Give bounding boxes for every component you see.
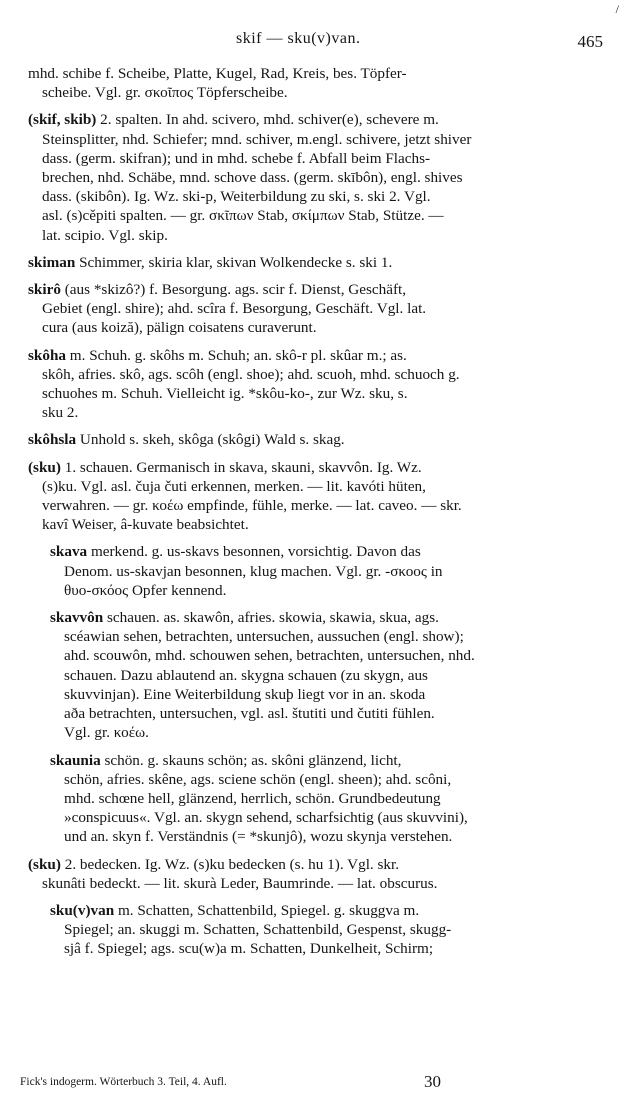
entry-line [50, 704, 602, 723]
entry-text: asl. (s)cěpiti spalten. — gr. σκῖπων Stab, σκίμπων Stab, Stütze. — [42, 207, 444, 225]
footer-note: Fick's indogerm. Wörterbuch 3. Teil, 4. Aufl. [20, 1076, 227, 1088]
entry-lemma: skavvôn [50, 609, 104, 627]
dictionary-entry [28, 346, 602, 423]
entry-text: dass. (skibôn). Ig. Wz. ski-p, Weiterbildung zu ski, s. ski 2. Vgl. [42, 188, 431, 206]
entry-lemma: skaunia [50, 751, 101, 769]
entry-text: schuohes m. Schuh. Vielleicht ig. *skôu-ko-, zur Wz. sku, s. [42, 385, 408, 403]
entry-text: θυο-σκόος Opfer kennend. [64, 581, 227, 599]
entry-line [28, 403, 602, 422]
entry-lemma: skôha [28, 346, 66, 364]
dictionary-entry [50, 542, 602, 600]
entry-lemma: (sku) [28, 855, 61, 873]
entry-text: Steinsplitter, nhd. Schiefer; mnd. schiver, m.engl. schivere, jetzt shiver [42, 130, 472, 148]
entry-text: brechen, nhd. Schäbe, mnd. schove dass. (germ. skībôn), engl. shives [42, 169, 463, 187]
entry-text: (s)ku. Vgl. asl. čuja čuti erkennen, merken. — lit. kavóti hüten, [42, 477, 426, 495]
entry-text: kavî Weiser, â-kuvate beabsichtet. [42, 516, 249, 534]
entry-line [50, 646, 602, 665]
entry-text: Schimmer, skiria klar, skivan Wolkendecke s. ski 1. [75, 253, 393, 271]
entry-text: 2. bedecken. Ig. Wz. (s)ku bedecken (s. hu 1). Vgl. skr. [60, 855, 400, 873]
entry-line [50, 542, 602, 561]
entry-line [50, 751, 602, 770]
entry-text: schön. g. skauns schön; as. skôni glänzend, licht, [100, 751, 402, 769]
entry-text: Spiegel; an. skuggi m. Schatten, Schattenbild, Gespenst, skugg- [64, 921, 452, 939]
entry-line [28, 187, 602, 206]
entry-line [28, 226, 602, 245]
entry-text: aða betrachten, untersuchen, vgl. asl. štutiti und čutiti fühlen. [64, 705, 435, 723]
entry-lemma: skirô [28, 281, 61, 299]
entry-line [28, 83, 602, 102]
entry-text: lat. scipio. Vgl. skip. [42, 226, 168, 244]
entry-line [50, 685, 602, 704]
entry-text: schauen. Dazu ablautend an. skygna schauen (zu skygn, aus [64, 666, 428, 684]
entry-line [50, 789, 602, 808]
entry-line [28, 280, 602, 299]
entry-line [50, 562, 602, 581]
entry-line [28, 430, 602, 449]
entry-text: (aus *skizô?) f. Besorgung. ags. scir f. Dienst, Geschäft, [60, 281, 407, 299]
entry-line [28, 874, 602, 893]
entry-text: ahd. scouwôn, mhd. schouwen sehen, betrachten, untersuchen, nhd. [64, 647, 475, 665]
entry-text: Gebiet (engl. shire); ahd. scîra f. Besorgung, Geschäft. Vgl. lat. [42, 300, 427, 318]
entry-text: 1. schauen. Germanisch in skava, skauni, skavvôn. Ig. Wz. [60, 458, 422, 476]
entry-line [28, 458, 602, 477]
entry-line [28, 477, 602, 496]
dictionary-body [28, 64, 602, 967]
entry-text: Vgl. gr. κοέω. [64, 724, 149, 742]
entry-text: m. Schatten, Schattenbild, Spiegel. g. skuggva m. [114, 901, 420, 919]
entry-line [50, 939, 602, 958]
entry-text: skôh, afries. skô, ags. scôh (engl. shoe); ahd. scuoh, mhd. schuoch g. [42, 365, 460, 383]
entry-lemma: skiman [28, 253, 76, 271]
dictionary-entry [50, 608, 602, 742]
dictionary-entry [50, 751, 602, 847]
entry-lemma: (sku) [28, 458, 61, 476]
entry-line [50, 770, 602, 789]
dictionary-entry [28, 855, 602, 893]
dictionary-entry [28, 64, 602, 102]
entry-line [28, 515, 602, 534]
entry-line [50, 666, 602, 685]
entry-line [28, 318, 602, 337]
entry-line [50, 581, 602, 600]
entry-line [50, 827, 602, 846]
entry-line [50, 608, 602, 627]
entry-line [28, 346, 602, 365]
dictionary-entry [28, 458, 602, 535]
entry-line [28, 855, 602, 874]
entry-line [28, 299, 602, 318]
entry-text: mhd. schibe f. Scheibe, Platte, Kugel, Rad, Kreis, bes. Töpfer- [28, 65, 407, 82]
entry-text: und an. skyn f. Verständnis (= *skunjô), wozu skynja verstehen. [64, 828, 453, 846]
entry-line [28, 253, 602, 272]
entry-line [28, 168, 602, 187]
entry-line [50, 920, 602, 939]
entry-text: scheibe. Vgl. gr. σκοῖπος Töpferscheibe. [42, 84, 288, 102]
entry-line [50, 808, 602, 827]
signature-mark: 30 [424, 1072, 441, 1091]
dictionary-entry [50, 901, 602, 959]
entry-line [28, 130, 602, 149]
entry-line [28, 64, 602, 83]
entry-text: cura (aus koiză), pälign coisatens curaverunt. [42, 319, 317, 337]
entry-line [50, 723, 602, 742]
entry-line [28, 384, 602, 403]
entry-text: dass. (germ. skifran); und in mhd. schebe f. Abfall beim Flachs- [42, 149, 431, 167]
entry-line [28, 110, 602, 129]
entry-text: scéawian sehen, betrachten, untersuchen, aussuchen (engl. show); [64, 628, 464, 646]
entry-text: 2. spalten. In ahd. scivero, mhd. schiver(e), schevere m. [96, 111, 439, 129]
entry-lemma: skôhsla [28, 431, 77, 449]
dictionary-entry [28, 280, 602, 338]
corner-mark: / [615, 2, 619, 16]
page-header [0, 2, 625, 54]
entry-text: verwahren. — gr. κοέω empfinde, fühle, merke. — lat. caveo. — skr. [42, 497, 462, 515]
entry-text: »conspicuus«. Vgl. an. skygn sehend, scharfsichtig (aus skuvvini), [64, 809, 468, 827]
entry-text: Unhold s. skeh, skôga (skôgi) Wald s. skag. [76, 431, 345, 449]
entry-lemma: skava [50, 543, 88, 561]
page-footer [0, 1072, 625, 1094]
entry-lemma: (skif, skib) [28, 111, 97, 129]
entry-text: schön, afries. skêne, ags. sciene schön (engl. sheen); ahd. scôni, [64, 770, 452, 788]
entry-line [50, 627, 602, 646]
entry-line [50, 901, 602, 920]
entry-text: Denom. us-skavjan besonnen, klug machen. Vgl. gr. -σκοος in [64, 562, 443, 580]
entry-lemma: sku(v)van [50, 901, 115, 919]
dictionary-entry [28, 110, 602, 244]
entry-line [28, 496, 602, 515]
page-number: 465 [577, 32, 603, 51]
dictionary-entry [28, 430, 602, 449]
entry-text: skuvvinjan). Eine Weiterbildung skuþ liegt vor in an. skoda [64, 685, 426, 703]
entry-line [28, 365, 602, 384]
entry-text: merkend. g. us-skavs besonnen, vorsichtig. Davon das [87, 543, 421, 561]
dictionary-entry [28, 253, 602, 272]
entry-text: skunâti bedeckt. — lit. skurà Leder, Baumrinde. — lat. obscurus. [42, 874, 438, 892]
entry-text: mhd. schœne hell, glänzend, herrlich, schön. Grundbedeutung [64, 789, 441, 807]
entry-text: sku 2. [42, 404, 79, 422]
entry-text: sjâ f. Spiegel; ags. scu(w)a m. Schatten, Dunkelheit, Schirm; [64, 940, 434, 958]
entry-line [28, 206, 602, 225]
running-title: skif — sku(v)van. [236, 30, 361, 47]
entry-text: schauen. as. skawôn, afries. skowia, skawia, skua, ags. [103, 609, 439, 627]
entry-line [28, 149, 602, 168]
entry-text: m. Schuh. g. skôhs m. Schuh; an. skô-r pl. skûar m.; as. [66, 346, 407, 364]
